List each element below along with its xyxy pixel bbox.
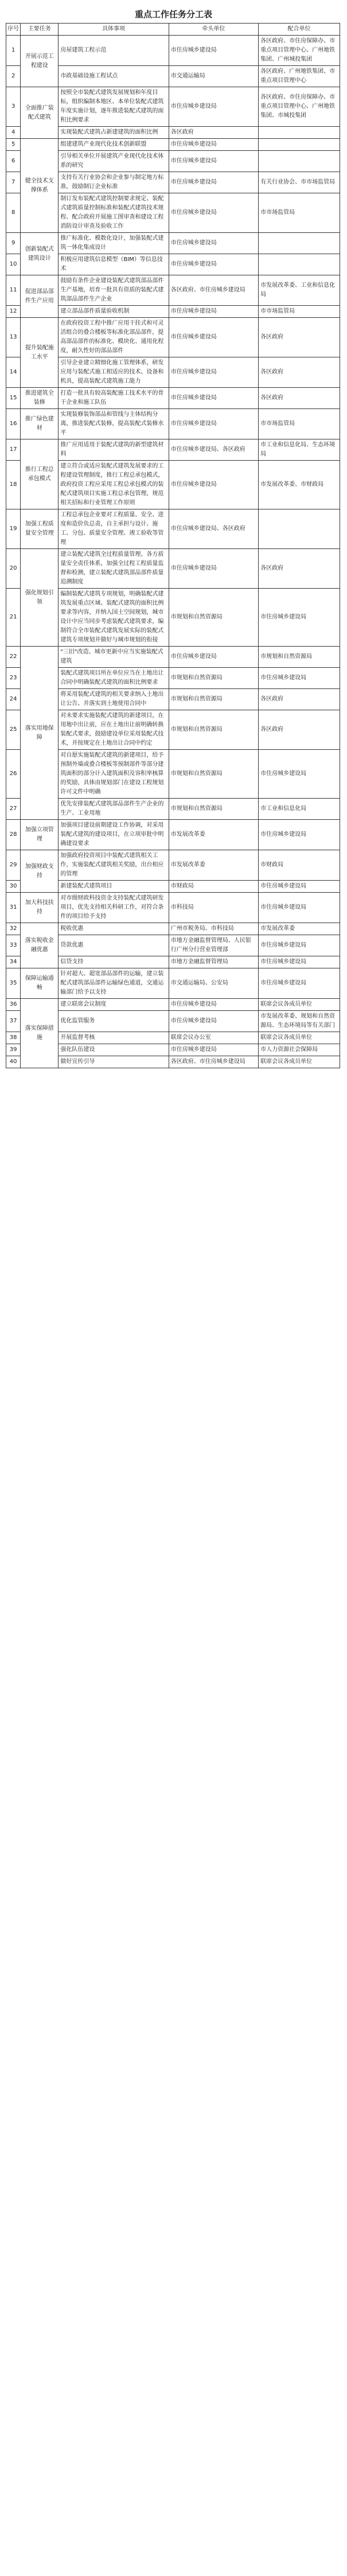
content-cell: 在政府投资工程中推广应用干挂式和可灵活组合的叠合楼板等标准化部品部件，提高部品部件的标准化、模块化、通用化程度，耐久性好的部品部件 [59, 318, 169, 357]
row-number: 16 [6, 409, 21, 439]
row-number: 2 [6, 66, 21, 87]
table-row [6, 439, 340, 461]
coop-unit-cell: 市住房城乡建设局 [259, 968, 340, 999]
row-number: 8 [6, 193, 21, 233]
row-number: 36 [6, 999, 21, 1011]
table-row [6, 999, 340, 1011]
content-cell: 引导企业建立精细化施工管理体系，研发应用与装配式施工相适应的技术、设备和机具，提高装配式建筑施工能力 [59, 357, 169, 388]
content-cell: 强化队伍建设 [59, 1044, 169, 1056]
coop-unit-cell: 市住房城乡建设局 [259, 820, 340, 850]
row-number: 1 [6, 36, 21, 66]
coop-unit-cell: 市发展改革委 [259, 923, 340, 935]
coop-unit-cell: 市住房城乡建设局 [259, 668, 340, 689]
lead-unit-cell: 市住房城乡建设局 [169, 87, 258, 127]
lead-unit-cell: 市财政局 [169, 881, 258, 893]
content-cell: 对市级财政科技资金支持装配式建筑研发项目，优先支持相关科研工作，对符合条件的项目给予支持 [59, 893, 169, 923]
content-cell: 将采用装配式建筑的相关要求纳入土地出让公告、并落实到土地使用合同中 [59, 689, 169, 710]
row-number: 27 [6, 799, 21, 820]
coop-unit-cell: 各区政府、市住房保障办、市重点项目管理中心、广州地铁集团、市城投集团 [259, 87, 340, 127]
coop-unit-cell: 市市场监管局 [259, 193, 340, 233]
table-row [6, 233, 340, 254]
coop-unit-cell: 市住房城乡建设局 [259, 589, 340, 647]
content-cell: 制订发布装配式建筑控制要求规定、装配式建筑质量控制标准和装配式建筑技术规程、配合政府开展施工图审查和建设工程消防设计审查及验收工作 [59, 193, 169, 233]
content-cell: 对未要求实施装配式建筑的新建项目，在用地中出让前，应在土地出让前明确转换装配式要求，鼓励建设单位采用装配式技术，并按规定在土地出让合同中约定 [59, 710, 169, 750]
row-number: 17 [6, 439, 21, 461]
row-number: 30 [6, 881, 21, 893]
lead-unit-cell: 各区政府、市住房城乡建设局 [169, 275, 258, 306]
content-cell: 税收优惠 [59, 923, 169, 935]
lead-unit-cell: 市住房城乡建设局 [169, 549, 258, 589]
lead-unit-cell: 市住房城乡建设局、各区政府 [169, 439, 258, 461]
lead-unit-cell: 市住房城乡建设局 [169, 172, 258, 193]
content-cell: 建立联席会议制度 [59, 999, 169, 1011]
table-row [6, 968, 340, 999]
content-cell: 建立符合或适应装配式建筑发展要求的工程建设管理制度，推行工程总承包模式，政府投资工程应采用工程总承包模式的装配式建筑项目实施工程总承包管理，规范相关招标和行业管理工作原则 [59, 461, 169, 509]
content-cell: 组建建筑产业现代化技术创新联盟 [59, 139, 169, 151]
lead-unit-cell: 市发展改革委 [169, 820, 258, 850]
row-number: 12 [6, 306, 21, 318]
table-row [6, 318, 340, 357]
content-cell: 按照全市装配式建筑发展规划和年度目标，组织编制本地区、本单位装配式建筑年度实施计划，逐年推进装配式建筑的面积比例要求 [59, 87, 169, 127]
coop-unit-cell: 市市场监管局 [259, 306, 340, 318]
coop-unit-cell: 市工业和信息化局、生态环境局 [259, 439, 340, 461]
main-task-cell: 推行工程总承包模式 [21, 439, 59, 509]
header-row [6, 24, 340, 36]
table-row [6, 87, 340, 127]
main-task-cell: 创新装配式建筑设计 [21, 233, 59, 275]
table-row [6, 923, 340, 935]
lead-unit-cell: 市住房城乡建设局 [169, 318, 258, 357]
content-cell: 工程总承包企业要对工程质量、安全、进度和造价负总责，自主承担与设计、施工、分包、质量安全管理、竣工验收等管理 [59, 509, 169, 549]
coop-unit-cell: 市住房城乡建设局 [259, 935, 340, 956]
table-row [6, 820, 340, 850]
row-number: 14 [6, 357, 21, 388]
content-cell: "三旧"改造、城市更新中应当实施装配式建筑 [59, 647, 169, 668]
row-number: 24 [6, 689, 21, 710]
lead-unit-cell: 市规划和自然资源局 [169, 710, 258, 750]
lead-unit-cell: 市住房城乡建设局 [169, 151, 258, 172]
content-cell: 加强政府投资项目中装配式建筑相关工作，实施装配式建筑相关奖励，出台相应的管理 [59, 850, 169, 881]
row-number: 10 [6, 254, 21, 275]
coop-unit-cell: 市财政局 [259, 850, 340, 881]
row-number: 29 [6, 850, 21, 881]
row-number: 23 [6, 668, 21, 689]
row-number: 3 [6, 87, 21, 127]
row-number: 20 [6, 549, 21, 589]
row-number: 5 [6, 139, 21, 151]
row-number: 35 [6, 968, 21, 999]
coop-unit-cell [259, 139, 340, 151]
lead-unit-cell: 市住房城乡建设局 [169, 36, 258, 66]
table-row [6, 36, 340, 66]
row-number: 6 [6, 151, 21, 172]
lead-unit-cell: 市住房城乡建设局 [169, 254, 258, 275]
main-task-cell: 加大科技扶持 [21, 893, 59, 923]
table-row [6, 850, 340, 881]
content-cell: 市政基础设施工程试点 [59, 66, 169, 87]
table-row [6, 409, 340, 439]
main-task-cell: 促进部品部件生产应用 [21, 275, 59, 318]
coop-unit-cell: 市住房城乡建设局 [259, 956, 340, 968]
content-cell: 优先安排装配式建筑部品部件生产企业的生产、工业用地 [59, 799, 169, 820]
lead-unit-cell: 市住房城乡建设局 [169, 139, 258, 151]
header-cell-number: 序号 [6, 24, 21, 36]
coop-unit-cell: 各区政府 [259, 357, 340, 388]
coop-unit-cell: 市人力资源社会保障局 [259, 1044, 340, 1056]
row-number: 32 [6, 923, 21, 935]
content-cell: 实现装配式建筑占新建建筑的面积比例 [59, 127, 169, 139]
content-cell: 支持有关行业协会和企业参与制定地方标准，鼓励制订企业标准 [59, 172, 169, 193]
content-cell: 推广标准化、模数化设计，加强装配式建筑一体化集成设计 [59, 233, 169, 254]
main-task-cell: 推进建筑全装修 [21, 388, 59, 409]
table-row [6, 647, 340, 668]
content-cell: 装配式建筑项目所在单位应当在土地出让合同中明确装配式建筑的面积比例要求 [59, 668, 169, 689]
coop-unit-cell [259, 151, 340, 172]
content-cell: 引导相关单位开展建筑产业现代化技术体系的研究 [59, 151, 169, 172]
lead-unit-cell: 市规划和自然资源局 [169, 589, 258, 647]
lead-unit-cell: 市住房城乡建设局、各区政府 [169, 509, 258, 549]
content-cell: 开展监督考核 [59, 1032, 169, 1044]
content-cell: 信贷支持 [59, 956, 169, 968]
row-number: 33 [6, 935, 21, 956]
main-task-cell: 落实保障措施 [21, 999, 59, 1068]
header-cell-content: 具体事项 [59, 24, 169, 36]
coop-unit-cell: 市住房城乡建设局 [259, 881, 340, 893]
row-number: 15 [6, 388, 21, 409]
row-number: 21 [6, 589, 21, 647]
lead-unit-cell: 市住房城乡建设局 [169, 409, 258, 439]
lead-unit-cell: 市住房城乡建设局 [169, 647, 258, 668]
coop-unit-cell: 联席会议各成员单位 [259, 999, 340, 1011]
row-number: 11 [6, 275, 21, 306]
content-cell: 实现装修装饰部品和管线与主体结构分离，推进装配式装修，提高装配式装修水平 [59, 409, 169, 439]
coop-unit-cell: 市工业和信息化局 [259, 799, 340, 820]
row-number: 18 [6, 461, 21, 509]
content-cell: 推广应用适用于装配式建筑的新型建筑材料 [59, 439, 169, 461]
main-task-cell: 提升装配施工水平 [21, 318, 59, 388]
coop-unit-cell: 各区政府 [259, 710, 340, 750]
coop-unit-cell: 联席会议各成员单位 [259, 1032, 340, 1044]
row-number: 40 [6, 1056, 21, 1068]
coop-unit-cell: 市住房城乡建设局 [259, 893, 340, 923]
main-task-cell: 推广绿色建材 [21, 409, 59, 439]
lead-unit-cell: 市规划和自然资源局 [169, 750, 258, 799]
content-cell: 针对超大、超宽部品部件的运输，建立装配式建筑部品部件运输绿色通道，交通运输部门给予以支持 [59, 968, 169, 999]
header-cell-task: 主要任务 [21, 24, 59, 36]
table-row [6, 388, 340, 409]
main-task-cell: 加强立项管理 [21, 820, 59, 850]
row-number: 7 [6, 172, 21, 193]
coop-unit-cell [259, 233, 340, 254]
table-row [6, 549, 340, 589]
row-number: 26 [6, 750, 21, 799]
lead-unit-cell: 市住房城乡建设局 [169, 233, 258, 254]
content-cell: 优化监管服务 [59, 1011, 169, 1032]
coop-unit-cell [259, 509, 340, 549]
lead-unit-cell: 市交通运输局、公安局 [169, 968, 258, 999]
content-cell: 贷款优惠 [59, 935, 169, 956]
table-row [6, 275, 340, 306]
lead-unit-cell: 广州市税务局、市科技局 [169, 923, 258, 935]
main-task-cell: 加强财政支持 [21, 850, 59, 893]
content-cell: 建立装配式建筑全过程质量管理、各方质量安全责任体系，加强全过程工程质量监督和检测，建立装配式建筑部品部件质量追溯制度 [59, 549, 169, 589]
coop-unit-cell: 市发展改革委、规划和自然资源局、生态环境局等有关部门 [259, 1011, 340, 1032]
coop-unit-cell: 市住房城乡建设局 [259, 750, 340, 799]
coop-unit-cell: 有关行业协会、市市场监管局 [259, 172, 340, 193]
row-number: 34 [6, 956, 21, 968]
main-task-cell: 强化规划引领 [21, 549, 59, 647]
lead-unit-cell: 市住房城乡建设局 [169, 388, 258, 409]
lead-unit-cell: 市住房城乡建设局 [169, 461, 258, 509]
content-cell: 积极应用建筑信息模型（BIM）等信息技术 [59, 254, 169, 275]
lead-unit-cell: 市科技局 [169, 893, 258, 923]
lead-unit-cell: 联席会议办公室 [169, 1032, 258, 1044]
coop-unit-cell [259, 127, 340, 139]
header-cell-coop: 配合单位 [259, 24, 340, 36]
lead-unit-cell: 市住房城乡建设局 [169, 193, 258, 233]
lead-unit-cell: 市规划和自然资源局 [169, 799, 258, 820]
row-number: 4 [6, 127, 21, 139]
lead-unit-cell: 市住房城乡建设局 [169, 306, 258, 318]
coop-unit-cell: 市发展改革委、工业和信息化局 [259, 275, 340, 306]
task-assignment-table [6, 23, 340, 1068]
lead-unit-cell: 市住房城乡建设局 [169, 1011, 258, 1032]
row-number: 22 [6, 647, 21, 668]
coop-unit-cell: 市市场监管局 [259, 409, 340, 439]
main-task-cell: 落实税收金融优惠 [21, 923, 59, 968]
lead-unit-cell: 市地方金融监督管理局 [169, 956, 258, 968]
table-row [6, 893, 340, 923]
main-task-cell: 落实用地保障 [21, 647, 59, 820]
row-number: 25 [6, 710, 21, 750]
coop-unit-cell: 各区政府、广州地铁集团、市重点项目管理中心 [259, 66, 340, 87]
content-cell: 编制装配式建筑专项规划，明确装配式建筑发展重点区域、装配式建筑的面积比例要求等内容，并纳入国土空间规划，城市设计中应当同步考虑装配式建筑要求，编制符合全市装配式建筑发展实际的装配式建筑专项规划并做好与城市规划的衔接 [59, 589, 169, 647]
coop-unit-cell [259, 254, 340, 275]
lead-unit-cell: 市住房城乡建设局 [169, 357, 258, 388]
content-cell: 新建装配式建筑项目 [59, 881, 169, 893]
row-number: 38 [6, 1032, 21, 1044]
main-task-cell: 保障运输通畅 [21, 968, 59, 999]
lead-unit-cell: 市住房城乡建设局 [169, 999, 258, 1011]
coop-unit-cell: 联席会议各成员单位 [259, 1056, 340, 1068]
coop-unit-cell: 市发展改革委、市财政局 [259, 461, 340, 509]
main-task-cell: 加强工程质量安全管理 [21, 509, 59, 549]
row-number: 19 [6, 509, 21, 549]
coop-unit-cell: 各区政府 [259, 689, 340, 710]
content-cell: 做好宣传引导 [59, 1056, 169, 1068]
header-cell-lead: 牵头单位 [169, 24, 258, 36]
content-cell: 房屋建筑工程示范 [59, 36, 169, 66]
content-cell: 鼓励有条件企业建设装配式建筑部品部件生产基地，培育一批具有资质的装配式建筑部品部件生产企业 [59, 275, 169, 306]
lead-unit-cell: 各区政府、市住房城乡建设局 [169, 1056, 258, 1068]
coop-unit-cell: 各区政府 [259, 388, 340, 409]
coop-unit-cell: 市规划和自然资源局 [259, 647, 340, 668]
content-cell: 建立部品部件质量验收机制 [59, 306, 169, 318]
content-cell: 加强项目建设前期建设工作协调，对采用装配式建筑的建设项目，在立项审批中明确建设要求 [59, 820, 169, 850]
row-number: 39 [6, 1044, 21, 1056]
coop-unit-cell: 各区政府 [259, 318, 340, 357]
row-number: 31 [6, 893, 21, 923]
lead-unit-cell: 市交通运输局 [169, 66, 258, 87]
lead-unit-cell: 市规划和自然资源局 [169, 668, 258, 689]
lead-unit-cell: 市规划和自然资源局 [169, 689, 258, 710]
row-number: 37 [6, 1011, 21, 1032]
row-number: 13 [6, 318, 21, 357]
lead-unit-cell: 市住房城乡建设局 [169, 1044, 258, 1056]
lead-unit-cell: 市发展改革委 [169, 850, 258, 881]
row-number: 9 [6, 233, 21, 254]
lead-unit-cell: 各区政府 [169, 127, 258, 139]
content-cell: 对自愿实施装配式建筑的新建项目，给予预制外墙或叠合楼板等预制部件等部分建筑面积的部分计入建筑面积及容积率核算的奖励，具体由规划部门在建设工程规划许可文件中明确 [59, 750, 169, 799]
lead-unit-cell: 市地方金融监督管理局、人民银行广州分行营业管理部 [169, 935, 258, 956]
coop-unit-cell: 各区政府、市住房保障办、市重点项目管理中心、广州地铁集团、广州城投集团 [259, 36, 340, 66]
main-task-cell: 健全技术支撑体系 [21, 139, 59, 233]
main-task-cell: 开展示范工程建设 [21, 36, 59, 87]
page-title: 重点工作任务分工表 [134, 9, 212, 20]
coop-unit-cell: 各区政府 [259, 549, 340, 589]
content-cell: 打造一批具有较高装配施工技术水平的骨干企业和施工队伍 [59, 388, 169, 409]
table-row [6, 509, 340, 549]
row-number: 28 [6, 820, 21, 850]
table-row [6, 139, 340, 151]
table-header [6, 24, 340, 36]
main-task-cell: 全面推广装配式建筑 [21, 87, 59, 139]
table-body [6, 36, 340, 1068]
